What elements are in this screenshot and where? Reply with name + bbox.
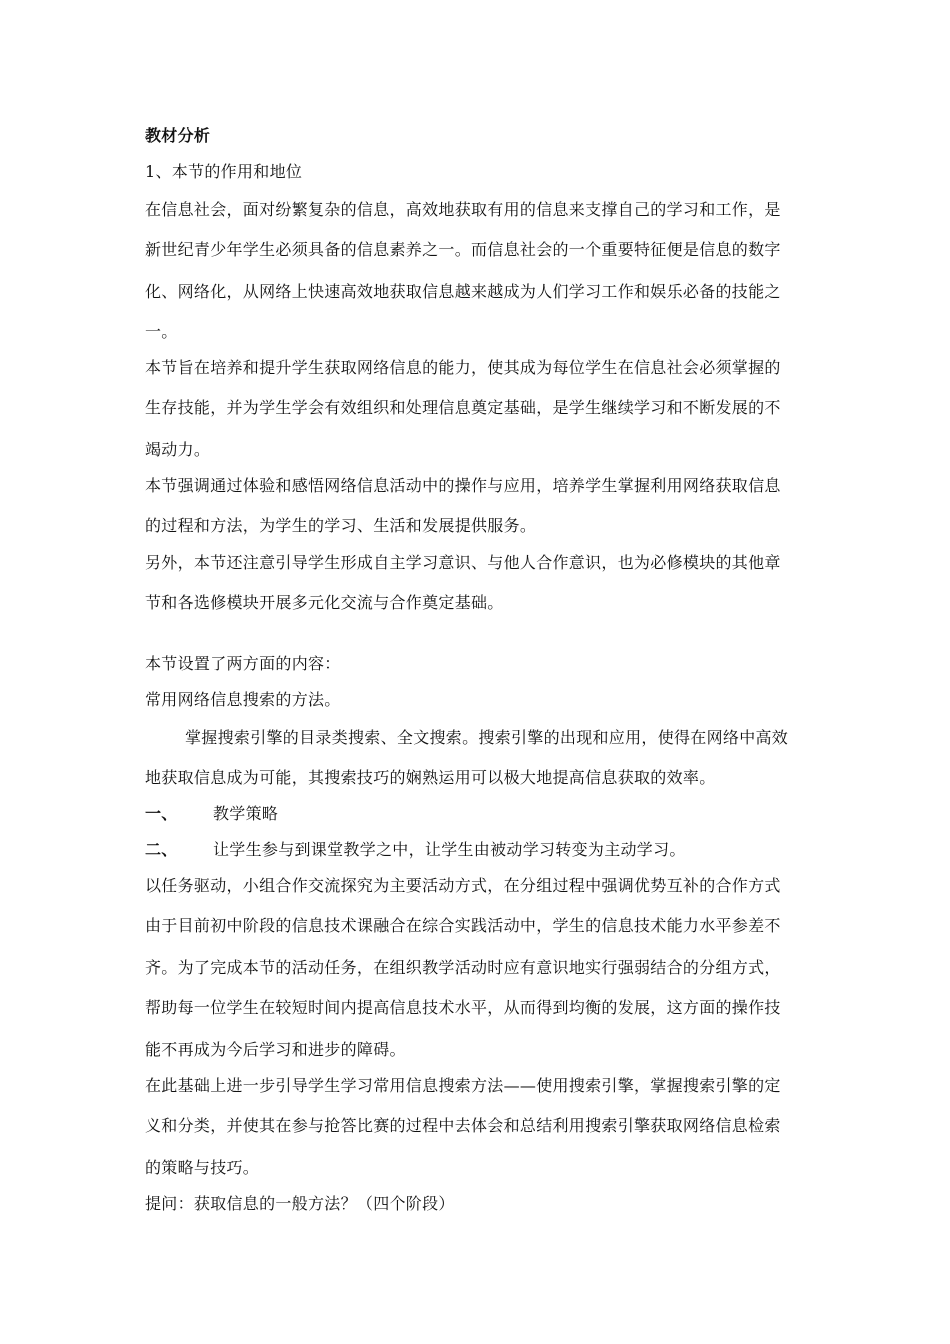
list-item-2 — [145, 840, 815, 860]
para8-line4: 帮助每一位学生在较短时间内提高信息技术水平，从而得到均衡的发展，这方面的操作技 — [145, 998, 781, 1017]
list-number: 一、 — [145, 804, 178, 823]
heading: 教材分析 — [145, 126, 211, 145]
para1-line1: 在信息社会，面对纷繁复杂的信息，高效地获取有用的信息来支撑自己的学习和工作，是 — [145, 200, 781, 219]
para9-line2: 义和分类，并使其在参与抢答比赛的过程中去体会和总结利用搜索引擎获取网络信息检索 — [145, 1116, 781, 1135]
para8-line5: 能不再成为今后学习和进步的障碍。 — [145, 1040, 406, 1059]
para3-line1: 本节强调通过体验和感悟网络信息活动中的操作与应用，培养学生掌握利用网络获取信息 — [145, 476, 781, 495]
section-title: 1、本节的作用和地位 — [145, 162, 303, 181]
para10: 提问：获取信息的一般方法？（四个阶段） — [145, 1194, 455, 1213]
para4-line1: 另外，本节还注意引导学生形成自主学习意识、与他人合作意识，也为必修模块的其他章 — [145, 553, 781, 572]
para9-line3: 的策略与技巧。 — [145, 1158, 260, 1177]
para8-line1: 以任务驱动，小组合作交流探究为主要活动方式，在分组过程中强调优势互补的合作方式 — [145, 876, 781, 895]
para1-line3: 化、网络化，从网络上快速高效地获取信息越来越成为人们学习工作和娱乐必备的技能之 — [145, 282, 781, 301]
list-number: 二、 — [145, 840, 178, 859]
para7-line1: 掌握搜索引擎的目录类搜索、全文搜索。搜索引擎的出现和应用，使得在网络中高效 — [185, 728, 789, 747]
para6: 常用网络信息搜索的方法。 — [145, 690, 341, 709]
para9-line1: 在此基础上进一步引导学生学习常用信息搜索方法——使用搜索引擎，掌握搜索引擎的定 — [145, 1076, 781, 1095]
list-text: 教学策略 — [213, 804, 279, 823]
para4-line2: 节和各选修模块开展多元化交流与合作奠定基础。 — [145, 593, 504, 612]
list-text: 让学生参与到课堂教学之中，让学生由被动学习转变为主动学习。 — [213, 840, 686, 859]
para7-line2: 地获取信息成为可能，其搜索技巧的娴熟运用可以极大地提高信息获取的效率。 — [145, 768, 716, 787]
para8-line3: 齐。为了完成本节的活动任务，在组织教学活动时应有意识地实行强弱结合的分组方式， — [145, 958, 781, 977]
para2-line1: 本节旨在培养和提升学生获取网络信息的能力，使其成为每位学生在信息社会必须掌握的 — [145, 358, 781, 377]
para5: 本节设置了两方面的内容： — [145, 654, 341, 673]
para8-line2: 由于目前初中阶段的信息技术课融合在综合实践活动中，学生的信息技术能力水平参差不 — [145, 916, 781, 935]
para3-line2: 的过程和方法，为学生的学习、生活和发展提供服务。 — [145, 516, 537, 535]
list-item-1 — [145, 804, 815, 824]
para1-line4: 一。 — [145, 322, 178, 341]
para1-line2: 新世纪青少年学生必须具备的信息素养之一。而信息社会的一个重要特征便是信息的数字 — [145, 240, 781, 259]
para2-line2: 生存技能，并为学生学会有效组织和处理信息奠定基础，是学生继续学习和不断发展的不 — [145, 398, 781, 417]
para2-line3: 竭动力。 — [145, 440, 211, 459]
